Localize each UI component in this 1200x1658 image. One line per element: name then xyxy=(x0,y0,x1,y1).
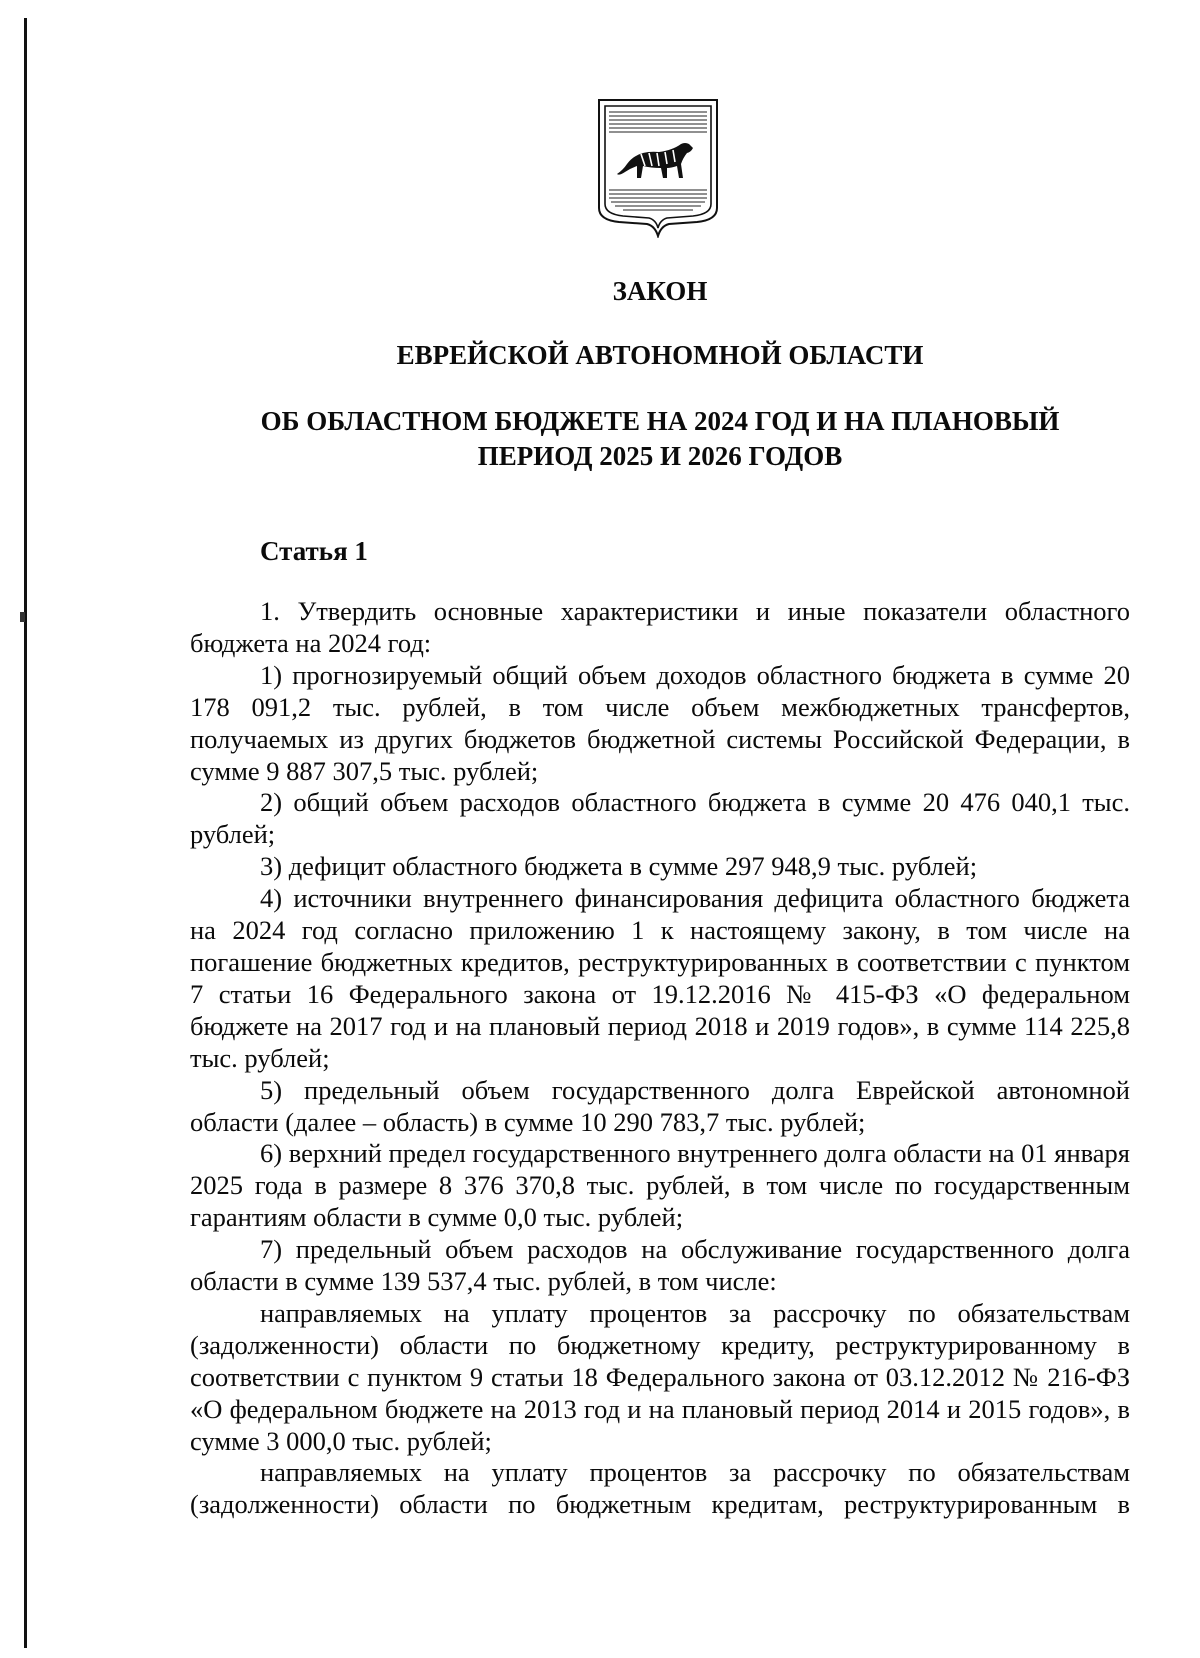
law-title: ЗАКОН xyxy=(612,276,708,306)
document-subject-line-1: ОБ ОБЛАСТНОМ БЮДЖЕТЕ НА 2024 ГОД И НА ПЛАНОВЫЙ xyxy=(260,406,1060,436)
document-subject xyxy=(190,404,1130,474)
paragraph-item-4: 4) источники внутреннего финансирования дефицита областного бюджета на 2024 год согласно приложению 1 к настоящему закону, в том числе на погашение бюджетных кредитов, реструктурированных в соответствии с пунктом 7 статьи 16 Федерального закона от 19.12.2016 № 415-ФЗ «О федеральном бюджете на 2017 год и на плановый период 2018 и 2019 годов», в сумме 114 225,8 тыс. рублей; xyxy=(190,883,1130,1073)
paragraph-item-3: 3) дефицит областного бюджета в сумме 297 948,9 тыс. рублей; xyxy=(260,851,978,882)
paragraph-item-1: 1) прогнозируемый общий объем доходов областного бюджета в сумме 20 178 091,2 тыс. рублей, в том числе объем межбюджетных трансфертов, получаемых из других бюджетов бюджетной системы Российской Федерации, в сумме 9 887 307,5 тыс. рублей; xyxy=(190,659,1130,786)
region-name: ЕВРЕЙСКОЙ АВТОНОМНОЙ ОБЛАСТИ xyxy=(396,340,924,370)
scan-left-edge-line xyxy=(24,18,27,1648)
document-subject-line-2: ПЕРИОД 2025 И 2026 ГОДОВ xyxy=(477,441,843,471)
coat-of-arms-icon xyxy=(597,98,719,238)
paragraph-subitem-1: направляемых на уплату процентов за рассрочку по обязательствам (задолженности) области по бюджетному кредиту, реструктурированному в соответствии с пунктом 9 статьи 18 Федерального закона от 03.12.2012 № 216-ФЗ «О федеральном бюджете на 2013 год и на плановый период 2014 и 2015 годов», в сумме 3 000,0 тыс. рублей; xyxy=(190,1297,1130,1456)
scan-artifact-mark xyxy=(20,612,25,622)
paragraph-subitem-2: направляемых на уплату процентов за рассрочку по обязательствам (задолженности) области по бюджетным кредитам, реструктурированным в xyxy=(190,1457,1130,1520)
article-heading: Статья 1 xyxy=(260,536,368,566)
paragraph-intro: 1. Утвердить основные характеристики и иные показатели областного бюджета на 2024 год: xyxy=(190,596,1130,658)
paragraph-item-7: 7) предельный объем расходов на обслуживание государственного долга области в сумме 139 537,4 тыс. рублей, в том числе: xyxy=(190,1234,1130,1297)
paragraph-item-2: 2) общий объем расходов областного бюджета в сумме 20 476 040,1 тыс. рублей; xyxy=(190,787,1130,850)
paragraph-item-5: 5) предельный объем государственного долга Еврейской автономной области (далее – область) в сумме 10 290 783,7 тыс. рублей; xyxy=(190,1074,1130,1137)
paragraph-item-6: 6) верхний предел государственного внутреннего долга области на 01 января 2025 года в размере 8 376 370,8 тыс. рублей, в том числе по государственным гарантиям области в сумме 0,0 тыс. рублей; xyxy=(190,1138,1130,1233)
article-body xyxy=(190,596,1130,1521)
